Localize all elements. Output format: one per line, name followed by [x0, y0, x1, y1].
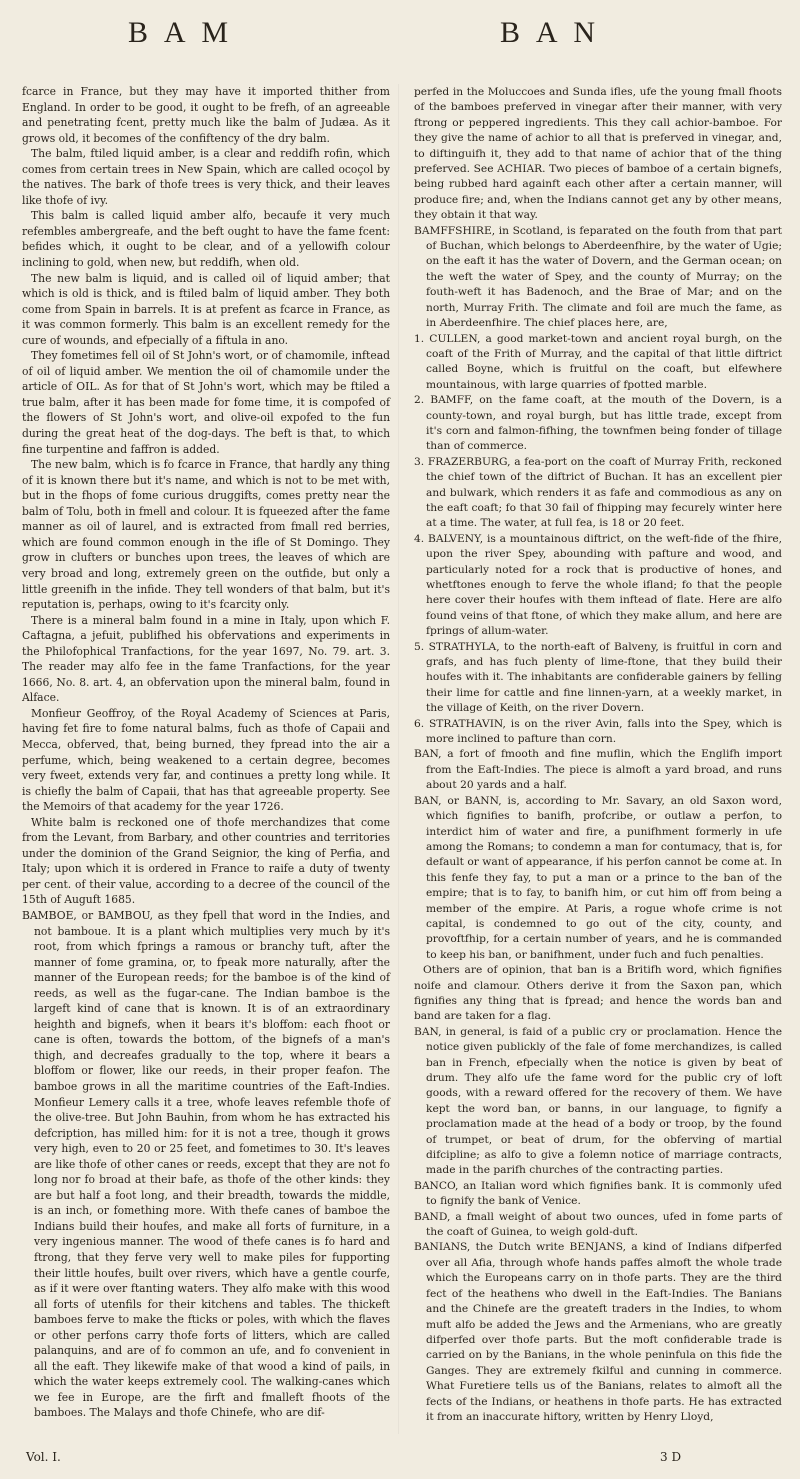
- paragraph: There is a mineral balm found in a mine in Italy, upon which F. Caftagna, a jefuit, publifhed his obfervations and experiments in the Philofophical Tranfactions, for the year 1697, No. 79. art. 3. The reader may alfo fee in the fame Tranfactions, for the year 1666, No. 8. art. 4, an obfervation upon the mineral balm, found in Alface.: [22, 613, 390, 705]
- list-item: 6. STRATHAVIN, is on the river Avin, falls into the Spey, which is more inclined to pafture than corn.: [414, 716, 782, 746]
- column-gutter: [398, 84, 399, 1434]
- left-column: [22, 84, 390, 1421]
- paragraph: This balm is called liquid amber alfo, becaufe it very much refembles ambergreafe, and the beft ought to have the fame fcent: befides which, it ought to be clear, and of a yellowifh colour inclining to gold, when new, but reddifh, when old.: [22, 209, 390, 270]
- list-item: 5. STRATHYLA, to the north-eaft of Balveny, is fruitful in corn and grafs, and has fuch plenty of lime-ftone, that they build their houfes with it. The inhabitants are confiderable gainers by felling their lime for cattle and fine linnen-yarn, at a weekly market, in the village of Keith, on the river Dovern.: [414, 639, 782, 715]
- signature-mark: 3 D: [660, 1450, 682, 1464]
- list-item: 1. CULLEN, a good market-town and ancient royal burgh, on the coaft of the Frith of Murray, and the capital of that little diftrict called Boyne, which is fruitful on the coaft, but elfewhere mountainous, with large quarries of fpotted marble.: [414, 331, 782, 391]
- entry-ban-general: BAN, in general, is faid of a public cry or proclamation. Hence the notice given publickly of the fale of fome merchandizes, is called ban in French, efpecially when the notice is given by beat of drum. They alfo ufe the fame word for the public cry of loft goods, with a reward offered for the recovery of them. We have kept the word ban, or banns, in our language, to fignify a proclamation made at the head of a body or troop, by the found of trumpet, or beat of drum, for the obferving of martial difcipline; as alfo to give a folemn notice of marriage contracts, made in the parifh churches of the contracting parties.: [414, 1024, 782, 1177]
- paragraph: fcarce in France, but they may have it imported thither from England. In order to be good, it ought to be frefh, of an agreeable and penetrating fcent, pretty much like the balm of Judæa. As it grows old, it becomes of the confiftency of the dry balm.: [22, 85, 390, 145]
- running-header: [0, 16, 800, 66]
- paragraph: Others are of opinion, that ban is a Britifh word, which fignifies noife and clamour. Others derive it from the Saxon pan, which fignifies any thing that is fpread; and hence the words ban and band are taken for a flag.: [414, 963, 782, 1023]
- list-item: 4. BALVENY, is a mountainous diftrict, on the weft-fide of the fhire, upon the river Spey, abounding with pafture and wood, and particularly noted for a rock that is productive of hones, and whetftones enough to ferve the whole ifland; fo that the people here cover their houfes with them inftead of flate. Here are alfo found veins of that ftone, of which they make allum, and here are fprings of allum-water.: [414, 531, 782, 638]
- paragraph: The balm, ftiled liquid amber, is a clear and reddifh rofin, which comes from certain trees in New Spain, which are called ocoçol by the natives. The bark of thofe trees is very thick, and their leaves like thofe of ivy.: [22, 147, 390, 207]
- entry-ban-bann: BAN, or BANN, is, according to Mr. Savary, an old Saxon word, which fignifies to banifh, profcribe, or outlaw a perfon, to interdict him of water and fire, a punifhment formerly in ufe among the Romans; to condemn a man for contumacy, that is, for default or want of appearance, if his perfon cannot be come at. In this fenfe they fay, to put a man or a prince to the ban of the empire; that is to fay, to banifh him, or cut him off from being a member of the empire. At Paris, a rogue whofe crime is not capital, is condemned to go out of the city, county, and provoftfhip, for a certain number of years, and he is commanded to keep his ban, or banifhment, under fuch and fuch penalties.: [414, 793, 782, 961]
- paragraph: The new balm is liquid, and is called oil of liquid amber; that which is old is thick, and is ftiled balm of liquid amber. They both come from Spain in barrels. It is at prefent as fcarce in France, as it was common formerly. This balm is an excellent remedy for the cure of wounds, and efpecially of a fiftula in ano.: [22, 271, 390, 347]
- paragraph: The new balm, which is fo fcarce in France, that hardly any thing of it is known there but it's name, and which is not to be met with, but in the fhops of fome curious druggifts, comes pretty near the balm of Tolu, both in fmell and colour. It is fqueezed after the fame manner as oil of laurel, and is extracted from fmall red berries, which are found common enough in the ifle of St Domingo. They grow in clufters or bunches upon trees, the leaves of which are very broad and long, extremely green on the outfide, but only a little greenifh in the infide. They tell wonders of that balm, but it's reputation is, perhaps, owing to it's fcarcity only.: [22, 458, 390, 612]
- paragraph: perfed in the Moluccoes and Sunda ifles, ufe the young fmall fhoots of the bamboes preferved in vinegar after their manner, with very ftrong or peppered ingredients. This they call achior-bamboe. For they give the name of achior to all that is preferved in vinegar, and, to diftinguifh it, they add to that name of achior that of the thing preferved. See ACHIAR. Two pieces of bamboe of a certain bignefs, being rubbed hard againft each other after a certain manner, will produce fire; and, when the Indians cannot get any by other means, they obtain it that way.: [414, 85, 782, 222]
- entry-ban: BAN, a fort of fmooth and fine muflin, which the Englifh import from the Eaft-Indies. The piece is almoft a yard broad, and runs about 20 yards and a half.: [414, 747, 782, 792]
- paragraph: They fometimes fell oil of St John's wort, or of chamomile, inftead of oil of liquid amber. We mention the oil of chamomile under the article of OIL. As for that of St John's wort, which may be ftiled a true balm, after it has been made for fome time, it is compofed of the flowers of St John's wort, and olive-oil expofed to the fun during the great heat of the dog-days. The beft is that, to which fine turpentine and faffron is added.: [22, 349, 390, 456]
- header-left: B A M: [128, 16, 234, 49]
- list-item: 3. FRAZERBURG, a fea-port on the coaft of Murray Frith, reckoned the chief town of the diftrict of Buchan. It has an excellent pier and bulwark, which renders it as fafe and commodious as any on the eaft coaft; fo that 30 fail of fhipping may fecurely winter here at a time. The water, at full fea, is 18 or 20 feet.: [414, 454, 782, 530]
- entry-banians: BANIANS, the Dutch write BENJANS, a kind of Indians difperfed over all Afia, through whofe hands paffes almoft the whole trade which the Europeans carry on in thofe parts. They are the third fect of the heathens who dwell in the Eaft-Indies. The Banians and the Chinefe are the greateft traders in the Indies, to whom muft alfo be added the Jews and the Armenians, who are greatly difperfed over thofe parts. But the moft confiderable trade is carried on by the Banians, in the whole peninfula on this fide the Ganges. They are extremely fkilful and cunning in commerce. What Furetiere tells us of the Banians, relates to almoft all the fects of the Indians, or heathens in thofe parts. He has extracted it from an inaccurate hiftory, written by Henry Lloyd,: [414, 1240, 782, 1423]
- entry-banco: BANCO, an Italian word which fignifies bank. It is commonly ufed to fignify the bank of Venice.: [414, 1178, 782, 1208]
- entry-bamboe: BAMBOE, or BAMBOU, as they fpell that word in the Indies, and not bamboue. It is a plant which multiplies very much by it's root, from which fprings a ramous or branchy tuft, after the manner of fome gramina, or, to fpeak more naturally, after the manner of the European reeds; for the bamboe is of the kind of reeds, as well as the fugar-cane. The Indian bamboe is the largeft kind of cane that is known. It is of an extraordinary heighth and bignefs, when it bears it's bloffom: each fhoot or cane is often, towards the bottom, of the bignefs of a man's thigh, and decreafes gradually to the top, where it bears a bloffom or flower, like our reeds, in their proper feafon. The bamboe grows in all the maritime countries of the Eaft-Indies. Monfieur Lemery calls it a tree, whofe leaves refemble thofe of the olive-tree. But John Bauhin, from whom he has extracted his defcription, has milled him: for it is not a tree, though it grows very high, even to 20 or 25 feet, and fometimes to 30. It's leaves are like thofe of other canes or reeds, except that they are not fo long nor fo broad at their bafe, as thofe of the other kinds: they are but half a foot long, and their breadth, towards the middle, is an inch, or fomething more. With thefe canes of bamboe the Indians build their houfes, and make all forts of furniture, in a very ingenious manner. The wood of thefe canes is fo hard and ftrong, that they ferve very well to make piles for fupporting their little houfes, built over rivers, which have a gentle courfe, as if it were over ftanting waters. They alfo make with this wood all forts of utenfils for their kitchens and tables. The thickeft bamboes ferve to make the fticks or poles, with which the flaves or other perfons carry thofe forts of litters, which are called palanquins, and are of fo common an ufe, and fo convenient in all the eaft. They likewife make of that wood a kind of pails, in which the water keeps extremely cool. The walking-canes which we fee in Europe, are the firft and fmalleft fhoots of the bamboes. The Malays and thofe Chinefe, who are dif-: [22, 908, 390, 1420]
- list-item: 2. BAMFF, on the fame coaft, at the mouth of the Dovern, is a county-town, and royal burgh, but has little trade, except from it's corn and falmon-fifhing, the townfmen being fonder of tillage than of commerce.: [414, 393, 782, 453]
- volume-mark: Vol. I.: [26, 1450, 61, 1464]
- paragraph: Monfieur Geoffroy, of the Royal Academy of Sciences at Paris, having fet fire to fome natural balms, fuch as thofe of Capaii and Mecca, obferved, that, being burned, they fpread into the air a perfume, which, being weakened to a certain degree, becomes very fweet, extends very far, and continues a pretty long while. It is chiefly the balm of Capaii, that has that agreeable property. See the Memoirs of that academy for the year 1726.: [22, 706, 390, 814]
- entry-bamffshire: BAMFFSHIRE, in Scotland, is feparated on the fouth from that part of Buchan, which belongs to Aberdeenfhire, by the water of Ugie; on the eaft it has the water of Dovern, and the German ocean; on the weft the water of Spey, and the county of Murray; on the fouth-weft it has Badenoch, and the Brae of Mar; and on the north, Murray Frith. The climate and foil are much the fame, as in Aberdeenfhire. The chief places here, are,: [414, 223, 782, 330]
- entry-band: BAND, a fmall weight of about two ounces, ufed in fome parts of the coaft of Guinea, to weigh gold-duft.: [414, 1209, 782, 1239]
- header-right: B A N: [500, 16, 601, 49]
- paragraph: White balm is reckoned one of thofe merchandizes that come from the Levant, from Barbary, and other countries and territories under the dominion of the Grand Seignior, the king of Perfia, and Italy; upon which it is ordered in France to raife a duty of twenty per cent. of their value, according to a decree of the council of the 15th of Auguft 1685.: [22, 815, 390, 907]
- right-column: [414, 84, 782, 1424]
